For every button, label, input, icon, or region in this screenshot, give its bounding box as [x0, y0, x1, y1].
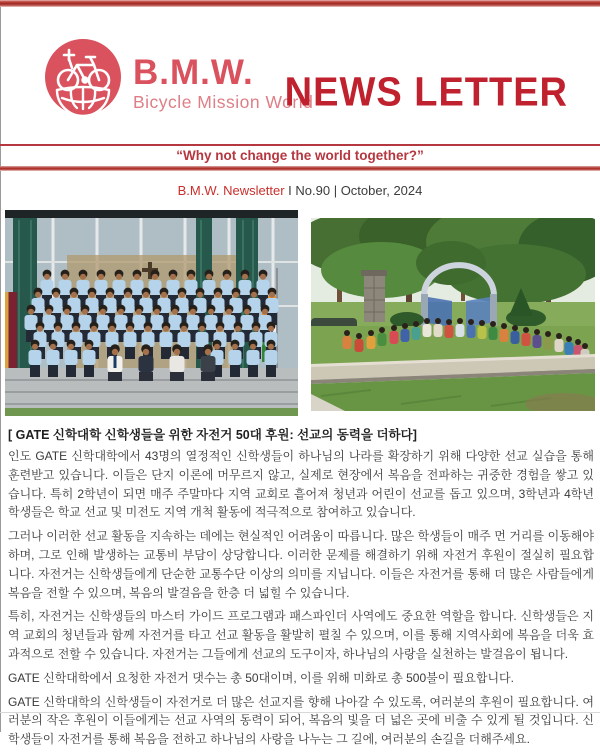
group-photo	[5, 210, 298, 416]
article-paragraph: 인도 GATE 신학대학에서 43명의 열정적인 신학생들이 하나님의 나라를 확장하기 위해 다양한 선교 실습을 통해 훈련받고 있습니다. 이들은 단지 이론에 머무르지 않고, 실제로 현장에서 복음을 전파하는 귀중한 경험을 쌓고 있습니다. 특히 2학년이 되면 매주 주말마다 지역 교회로 흩어져 청년과 어린이 선교를 돕고 있으며, 3학년과 4학년 학생들은 학교 선교 및 미전도 지역 개척 활동에 적극적으로 참여하고 있습니다.	[8, 449, 594, 520]
issue-line	[0, 183, 600, 198]
article-paragraph: 그러나 이러한 선교 활동을 지속하는 데에는 현실적인 어려움이 따릅니다. 많은 학생들이 매주 먼 거리를 이동해야 하며, 그로 인해 발생하는 교통비 부담이 상당합니다. 이러한 문제를 해결하기 위해 자전거 후원이 절실히 필요합니다. 자전거는 신학생들에게 단순한 교통수단 이상의 의미를 지닙니다. 이들은 자전거를 통해 더 많은 사람들에게 복음을 전할 수 있으며, 복음의 발걸음을 한층 더 넓힐 수 있습니다.	[8, 529, 594, 600]
article-body	[8, 447, 594, 754]
article-headline: [ GATE 신학대학 신학생들을 위한 자전거 50대 후원: 선교의 동력을 더하다]	[8, 428, 417, 442]
article-paragraph: GATE 신학대학에서 요청한 자전거 댓수는 총 50대이며, 이를 위해 미화로 총 500불이 필요합니다.	[8, 670, 514, 685]
page-border	[0, 7, 1, 732]
newsletter-masthead: NEWS LETTER	[284, 70, 568, 116]
tagline: “Why not change the world together?”	[176, 148, 424, 163]
top-accent-bar	[0, 0, 600, 7]
prayer-photo	[311, 218, 595, 411]
article-paragraph: GATE 신학대학의 신학생들이 자전거로 더 많은 선교지를 향해 나아갈 수 있도록, 여러분의 후원이 필요합니다. 여러분의 작은 후원이 이들에게는 선교 사역의 동력이 되어, 복음의 빛을 더 넓은 곳에 비출 수 있게 될 것입니다. 신학생들이 자전거를 통해 복음을 전하고 하나님의 사랑을 나누는 그 길에, 여러분의 손길을 더해주세요.	[8, 694, 594, 747]
section-divider	[0, 712, 600, 713]
tagline-divider-bottom	[0, 166, 600, 171]
issue-meta: I No.90 | October, 2024	[284, 183, 423, 198]
tagline-band	[0, 144, 600, 171]
article-paragraph: 특히, 자전거는 신학생들의 마스터 가이드 프로그램과 패스파인더 사역에도 중요한 역할을 합니다. 신학생들은 지역 교회의 청년들과 함께 자전거를 타고 선교 활동을 활발히 펼칠 수 있으며, 이를 통해 지역사회에 복음을 더욱 효과적으로 전할 수 있습니다. 자전거는 그들에게 선교의 도구이자, 하나님의 사랑을 실천하는 발걸음이 됩니다.	[8, 609, 594, 661]
brand-abbreviation: B.M.W.	[133, 53, 254, 92]
bmw-bicycle-globe-logo-icon	[44, 38, 122, 116]
issue-brand: B.M.W. Newsletter	[177, 183, 285, 198]
brand-subtitle: Bicycle Mission World	[133, 92, 314, 112]
